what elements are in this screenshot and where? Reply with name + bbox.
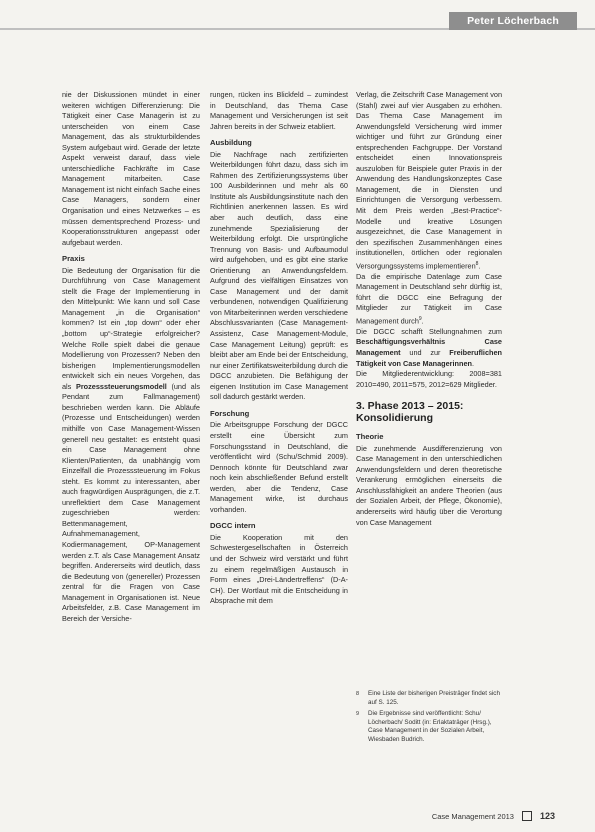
- footnote: [356, 690, 502, 707]
- paragraph: nie der Diskussionen mündet in einer weiteren wichtigen Differenzierung: Die Tätigkeit einer Case Managerin ist zu unterscheiden von einem Case Management, das als strukturbildendes System aufgebaut wird. Gerade der letzte Aspekt verweist darauf, dass viele unterschiedliche Fachkräfte im Case Management mitarbeiten. Case Management ist nicht einfach Sache eines Case Managers, sondern einer Organisation und eines Netzwerkes – es müssen dementsprechend Prozess- und Kooperationsstrukturen angepasst oder aufgebaut werden.: [62, 90, 200, 247]
- bold-term: Freiberuflichen Tätigkeit von Case Managerinnen: [356, 347, 502, 368]
- paragraph: Die Arbeitsgruppe Forschung der DGCC erstellt eine Übersicht zum Forschungsstand in Deutschland, die veröffentlicht wird (Schu/Schmid 2009). Dennoch könnte für Deutschland zwar noch kein abschließender Befund erstellt werden, aber die Tendenz, Case Management wirke, ist durchaus vorhanden.: [210, 420, 348, 514]
- column-2: [210, 90, 348, 607]
- footnote-text: Die Ergebnisse sind veröffentlicht: Schu/ Löcherbach/ Soditt (in: Erlaktaträger (Hrsg.), Case Management in der Sozialen Arbeit, Wiesbaden Budrich.: [368, 710, 492, 743]
- text-span: (und als Pendant zum Fallmanagement) beschrieben werden kann. Die Abläufe (Prozesse und Entscheidungen) werden mithilfe von Case Management-Wissen generell neu gestaltet: es entsteht quasi ein Case Management ohne Klienten/Patienten, da unabhängig vom Einzelfall die Prozesssteuerung im Fokus steht. Es kommt zu interessanten, aber auch fragwürdigen Ausprägungen, die z.T. unreflektiert dem Case Management zugeschrieben werden: Bettenmanagement, Aufnahmemanagement, Kodiermanagement, OP-Management werden z.T. als Case Management Ansatz begriffen. Andererseits wird deutlich, dass die Bedeutung von (genereller) Prozessen zentral für die Fragen von Case Management in Organisationen ist. Neue Arbeitsfelder, z.B. Case Management im Bereich der Versiche-: [62, 381, 200, 623]
- journal-name: Case Management 2013: [431, 811, 514, 821]
- footnote-number: 9: [356, 711, 360, 718]
- paragraph: Da die empirische Datenlage zum Case Management in Deutschland sehr dürftig ist, führt die DGCC eine Befragung der Mitglieder zur Tätigkeit im Case Management durch$^9$.: [356, 271, 502, 326]
- subheading-ausbildung: Ausbildung: [210, 138, 252, 148]
- paragraph: Die zunehmende Ausdifferenzierung von Case Management in den unterschiedlichen Anwendungsfeldern und deren theoretische Verankerung ermöglichen einerseits die Anschlussfähigkeit an andere Theorien (aus der Sozialen Arbeit, der Pflege, Ökonomie), andererseits wird häufig über die Verortung von Case Management: [356, 443, 502, 527]
- bold-term: Beschäftigungsverhältnis Case Management: [356, 337, 502, 357]
- footnote-text: Eine Liste der bisherigen Preisträger findet sich auf S. 125.: [368, 690, 500, 706]
- footnote-ref: 8: [475, 260, 479, 267]
- paragraph: Die Mitgliederentwicklung: 2008=381 2010=490, 2011=575, 2012=629 Mitglieder.: [356, 369, 502, 389]
- journal-logo-icon: [522, 811, 532, 821]
- text-span: und zur: [400, 347, 450, 357]
- footnote-ref: 9: [418, 315, 422, 322]
- text-span: Die Bedeutung der Organisation für die Durchführung von Case Management stellt die Frage der Implementierung in den Mittelpunkt: Wie kann und soll Case Management „in die Organisation“ kommen? Ist ein „top down“ oder eher „bottom up“-Strategie erfolgreicher? Welche Rolle spielt dabei die genaue Modellierung von Prozessen? Neben den bisherigen Implementierungsmodellen entwickelt sich ein neues Vorgehen, das als: [62, 265, 200, 391]
- subheading-praxis: Praxis: [62, 254, 85, 264]
- column-1: [62, 90, 200, 624]
- footnote: [356, 710, 502, 744]
- author-label: Peter Löcherbach: [449, 12, 577, 30]
- subheading-dgcc-intern: DGCC intern: [210, 521, 256, 531]
- text-span: Verlag, die Zeitschrift Case Management von (Stahl) zwei auf vier Ausgaben zu erhöhen. Das Thema Case Management im Anwendungsfeld Versicherung wird immer wichtiger und führt zur Gründung einer entsprechenden Fachgruppe. Der Vorstand entscheidet einen Innovationspreis auszuloben für Beispiele guter Praxis in der Anwendung des Handlungskonzeptes Case Management, die in Diensten und Einrichtungen die Versorgung verbessern. Mit dem Preis werden „Best-Practice“-Modelle und kreative Lösungen ausgezeichnet, die Case Management in den spezifischen Zusammenhängen eines institutionellen, örtlichen oder regionalen Versorgungssystems implementieren: [356, 90, 502, 271]
- footer: [432, 811, 555, 821]
- bold-term: Prozesssteuerungsmodell: [75, 381, 167, 391]
- header: [0, 0, 595, 50]
- section-title: 3. Phase 2013 – 2015: Konsolidierung: [356, 400, 464, 425]
- page-number: 123: [539, 811, 555, 821]
- paragraph: Verlag, die Zeitschrift Case Management von (Stahl) zwei auf vier Ausgaben zu erhöhen. Das Thema Case Management im Anwendungsfeld Versicherung wird immer wichtiger und führt zur Gründung einer entsprechenden Fachgruppe. Der Vorstand entscheidet einen Innovationspreis auszuloben für Beispiele guter Praxis in der Anwendung des Handlungskonzeptes Case Management, die in Diensten und Einrichtungen die Versorgung verbessern. Mit dem Preis werden „Best-Practice“-Modelle und kreative Lösungen ausgezeichnet, die Case Management in den spezifischen Zusammenhängen eines institutionellen, örtlichen oder regionalen Versorgungssystems implementieren$^8$.: [356, 90, 502, 271]
- footnotes: [356, 690, 502, 748]
- paragraph: Die Kooperation mit den Schwestergesellschaften in Österreich und der Schweiz wird verstärkt und führt zu einem regelmäßigen Austausch in Form eines „Drei-Ländertreffens“ (D-A-CH). Der Wortlaut mit die Entscheidung in Absprache mit dem: [210, 532, 348, 606]
- paragraph: rungen, rücken ins Blickfeld – zumindest in Deutschland, das Thema Case Management und Versicherungen ist seit Jahren bereits in der Schweiz etabliert.: [210, 90, 348, 131]
- text-span: Da die empirische Datenlage zum Case Management in Deutschland sehr dürftig ist, führt die DGCC eine Befragung der Mitglieder zur Tätigkeit im Case Management durch: [356, 271, 502, 326]
- subheading-theorie: Theorie: [356, 432, 384, 442]
- footnote-number: 8: [356, 691, 360, 697]
- subheading-forschung: Forschung: [210, 408, 250, 418]
- text-span: Die DGCC schafft Stellungnahmen zum: [356, 326, 502, 336]
- paragraph: Die DGCC schafft Stellungnahmen zum Beschäftigungsverhältnis Case Management und zur Freiberuflichen Tätigkeit von Case Managerinnen.: [356, 326, 502, 368]
- column-3: [356, 90, 502, 528]
- paragraph: [62, 266, 200, 625]
- paragraph: Die Nachfrage nach zertifizierten Weiterbildungen führt dazu, dass sich im Rahmen des Zertifizierungssystems über 100 Ausbilderinnen und mehr als 60 Institute als Ausbildungsinstitute nach den Richtlinien anerkennen lassen. Es wird aber auch deutlich, dass eine zunehmende Spezialisierung der Weiterbildung erfolgt. Die ursprüngliche Trennung von Basis- und Aufbaumodul wird aufgehoben, und es gibt eine starke Orientierung an Anwendungsfeldern. Aufgrund des vielfältigen Einsatzes von Case Management und der damit verbundenen, notwendigen Qualifizierung von Mitarbeiterinnen werden verschiedene Abschlussvarianten (Case Management-Assistenz, Case Management-Module, Case Management Leitung) geprüft: es bleibt aber am Ende bei der Entscheidung, nur einer Zertifikatsweiterbildung durch die DGCC anzubieten. Die Befähigung der eigenen Institution im Case Management soll dadurch gestärkt werden.: [210, 149, 348, 402]
